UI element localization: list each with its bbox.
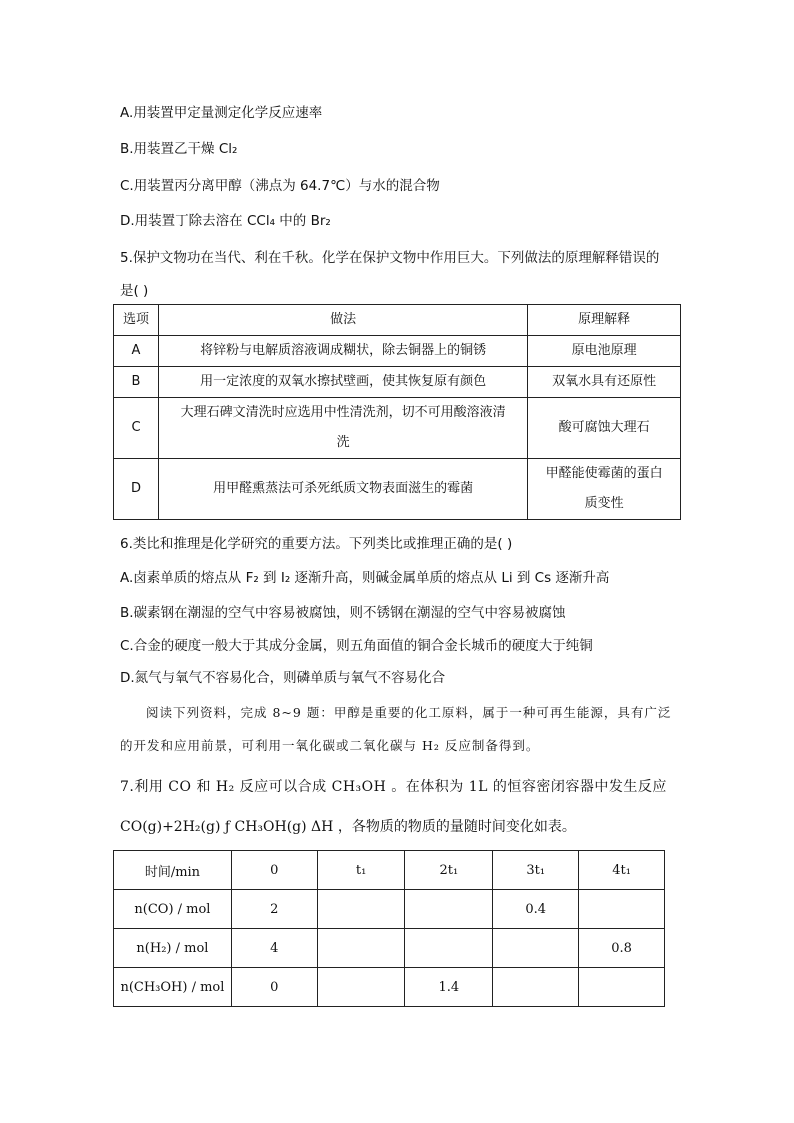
table-row (114, 929, 665, 968)
row-principle: 原电池原理 (528, 336, 681, 367)
cell-value: 0 (231, 968, 317, 1007)
q4-option-a: A.用装置甲定量测定化学反应速率 (120, 105, 323, 121)
q5-stem-line2: 是( ) (120, 283, 149, 299)
row-method-line2: 洗 (336, 435, 350, 450)
cell-value (493, 968, 579, 1007)
row-method-line1: 大理石碑文清洗时应选用中性清洗剂，切不可用酸溶液清 (180, 405, 506, 420)
cell-value (405, 929, 493, 968)
header-time: 时间/min (114, 851, 232, 890)
row-principle (528, 459, 681, 520)
row-option: D (114, 459, 159, 520)
header-option: 选项 (114, 305, 159, 336)
cell-value (317, 929, 405, 968)
header-3t1: 3t₁ (493, 851, 579, 890)
row-principle-line1: 甲醛能使霉菌的蛋白 (545, 466, 663, 481)
table-row (114, 336, 681, 367)
cell-value (493, 929, 579, 968)
header-4t1: 4t₁ (579, 851, 665, 890)
header-method: 做法 (158, 305, 527, 336)
table-row (114, 459, 681, 520)
q5-stem-line1: 5.保护文物功在当代、利在千秋。化学在保护文物中作用巨大。下列做法的原理解释错误的 (120, 250, 660, 266)
row-option: B (114, 367, 159, 398)
reading-line2: 的开发和应用前景，可利用一氧化碳或二氧化碳与 H₂ 反应制备得到。 (120, 738, 540, 753)
cell-value: 1.4 (405, 968, 493, 1007)
table-row (114, 367, 681, 398)
q6-option-a: A.卤素单质的熔点从 F₂ 到 I₂ 逐渐升高，则碱金属单质的熔点从 Li 到 Cs 逐渐升高 (120, 570, 610, 586)
cell-label: n(H₂) / mol (114, 929, 232, 968)
header-principle: 原理解释 (528, 305, 681, 336)
q7-table-header (114, 851, 665, 890)
cell-value (317, 968, 405, 1007)
cell-value (405, 890, 493, 929)
cell-value (317, 890, 405, 929)
table-row (114, 890, 665, 929)
row-principle: 酸可腐蚀大理石 (528, 398, 681, 459)
row-method: 用甲醛熏蒸法可杀死纸质文物表面滋生的霉菌 (158, 459, 527, 520)
cell-label: n(CH₃OH) / mol (114, 968, 232, 1007)
reading-line1: 阅读下列资料，完成 8~9 题：甲醇是重要的化工原料，属于一种可再生能源，具有广泛 (146, 705, 672, 720)
row-principle-line2: 质变性 (584, 496, 624, 511)
cell-value: 2 (231, 890, 317, 929)
header-t1: t₁ (317, 851, 405, 890)
q6-option-c: C.合金的硬度一般大于其成分金属，则五角面值的铜合金长城币的硬度大于纯铜 (120, 638, 593, 654)
q5-table (113, 304, 681, 520)
cell-value (579, 968, 665, 1007)
cell-value: 0.8 (579, 929, 665, 968)
cell-value: 0.4 (493, 890, 579, 929)
q4-option-c: C.用装置丙分离甲醇（沸点为 64.7℃）与水的混合物 (120, 178, 440, 194)
row-principle: 双氧水具有还原性 (528, 367, 681, 398)
q4-option-b: B.用装置乙干燥 Cl₂ (120, 141, 238, 157)
row-method: 用一定浓度的双氧水擦拭壁画，使其恢复原有颜色 (158, 367, 527, 398)
row-method (158, 398, 527, 459)
table-row (114, 398, 681, 459)
q7-stem-line2: CO(g)+2H₂(g) ƒ CH₃OH(g) ΔH ，各物质的物质的量随时间变化如表。 (120, 819, 576, 835)
cell-value: 4 (231, 929, 317, 968)
q7-table (113, 850, 665, 1007)
q6-option-b: B.碳素钢在潮湿的空气中容易被腐蚀，则不锈钢在潮湿的空气中容易被腐蚀 (120, 605, 566, 621)
row-option: C (114, 398, 159, 459)
q4-option-d: D.用装置丁除去溶在 CCl₄ 中的 Br₂ (120, 213, 331, 229)
table-row (114, 968, 665, 1007)
header-2t1: 2t₁ (405, 851, 493, 890)
q6-stem: 6.类比和推理是化学研究的重要方法。下列类比或推理正确的是( ) (120, 536, 513, 552)
q7-stem-line1: 7.利用 CO 和 H₂ 反应可以合成 CH₃OH 。在体积为 1L 的恒容密闭容器中发生反应 (120, 779, 667, 795)
row-method: 将锌粉与电解质溶液调成糊状，除去铜器上的铜锈 (158, 336, 527, 367)
cell-value (579, 890, 665, 929)
header-t0: 0 (231, 851, 317, 890)
row-option: A (114, 336, 159, 367)
q5-table-header (114, 305, 681, 336)
cell-label: n(CO) / mol (114, 890, 232, 929)
q6-option-d: D.氮气与氧气不容易化合，则磷单质与氧气不容易化合 (120, 670, 446, 686)
